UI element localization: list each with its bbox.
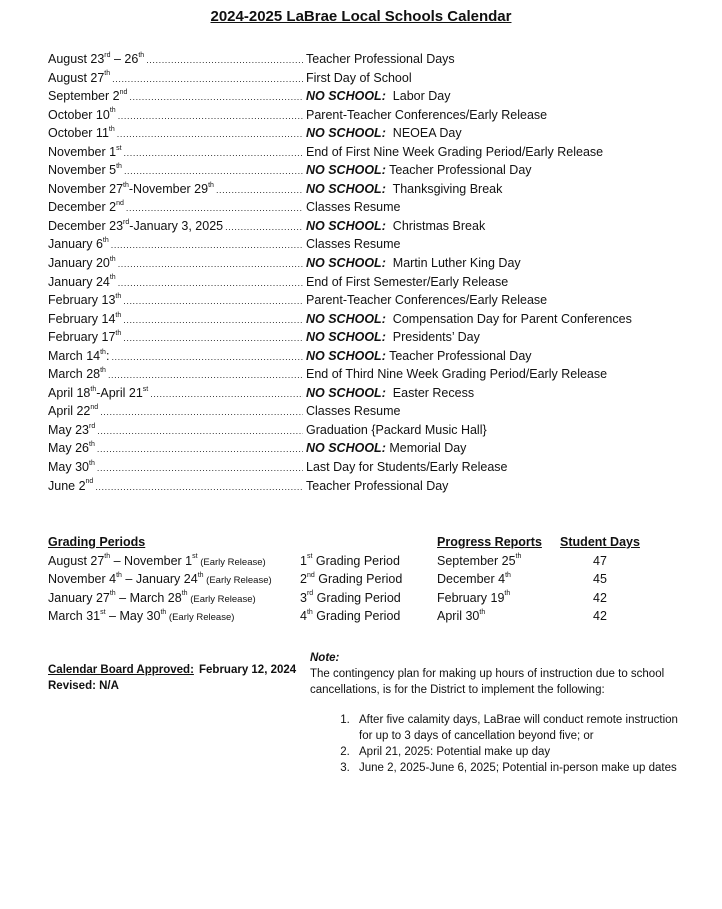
range-start: August 27 (48, 553, 105, 568)
approval-line (48, 664, 297, 676)
date-suffix-2: th (208, 181, 214, 189)
date-suffix: th (89, 459, 95, 467)
event-text: Teacher Professional Day (385, 163, 532, 178)
calendar-date (48, 161, 122, 180)
date-suffix: rd (104, 51, 111, 59)
calendar-row (48, 69, 668, 88)
calendar-date (48, 384, 148, 403)
date-suffix: th (100, 367, 106, 375)
date-suffix: nd (119, 88, 128, 96)
date-suffix: th (89, 441, 95, 449)
progress-date-text: December 4 (437, 572, 506, 586)
event-text: End of First Semester/Early Release (306, 274, 509, 289)
dot-leader (111, 348, 303, 367)
date-suffix: nd (90, 404, 99, 412)
calendar-row (48, 310, 668, 329)
no-school-label: NO SCHOOL: (306, 218, 386, 233)
period-suffix: rd (306, 590, 314, 598)
event-text: Classes Resume (306, 200, 401, 215)
no-school-label: NO SCHOOL: (306, 181, 386, 196)
event-text: Classes Resume (306, 237, 401, 252)
calendar-date (48, 402, 98, 421)
event-text: Presidents’ Day (385, 330, 480, 345)
calendar-date (48, 106, 116, 125)
calendar-event (306, 421, 487, 440)
date-text: November 27 (48, 181, 124, 196)
period-number: 1 (300, 553, 307, 568)
grading-range (48, 607, 234, 628)
progress-date-suffix: th (479, 608, 486, 616)
date-suffix: th (102, 237, 109, 245)
calendar-date (48, 198, 124, 217)
student-days-heading: Student Days (560, 535, 640, 549)
early-release-note: (Early Release) (197, 556, 266, 568)
calendar-row (48, 198, 668, 217)
dot-leader (118, 274, 303, 293)
contingency-note (310, 650, 680, 776)
grading-period-name (300, 589, 401, 608)
progress-date-text: February 19 (437, 590, 505, 605)
event-text: Christmas Break (385, 218, 486, 233)
period-suffix: st (306, 553, 313, 561)
note-list-item: 3. June 2, 2025-June 6, 2025; Potential in-person make up dates (353, 760, 680, 776)
dot-leader (123, 311, 303, 330)
calendar-row (48, 124, 668, 143)
no-school-label: NO SCHOOL: (306, 385, 386, 400)
progress-date-text: April 30 (437, 609, 480, 623)
no-school-label: NO SCHOOL: (306, 330, 386, 345)
dot-leader (150, 385, 303, 404)
student-days-count: 45 (593, 572, 607, 586)
calendar-date (48, 143, 122, 162)
progress-reports-heading: Progress Reports (437, 535, 542, 549)
date-tail: -April 21 (96, 385, 143, 400)
grading-row (48, 570, 688, 589)
range-end: – May 30 (105, 609, 161, 623)
event-text: Compensation Day for Parent Conferences (385, 311, 632, 326)
grading-period-name (300, 552, 400, 571)
date-suffix: rd (123, 218, 130, 226)
dot-leader (124, 144, 303, 163)
event-text: Labor Day (385, 89, 451, 104)
calendar-row (48, 458, 668, 477)
date-tail: – 26 (110, 52, 139, 66)
calendar-event (306, 347, 532, 366)
page-title: 2024-2025 LaBrae Local Schools Calendar (210, 8, 512, 25)
dot-leader (97, 440, 303, 459)
date-suffix-2: th (138, 51, 145, 59)
calendar-row (48, 50, 668, 69)
date-text: April 22 (48, 404, 91, 419)
dot-leader (117, 125, 303, 144)
range-end: – March 28 (115, 590, 182, 605)
grading-row (48, 607, 688, 626)
date-suffix: th (109, 107, 116, 115)
calendar-row (48, 161, 668, 180)
grading-range (48, 570, 272, 591)
dot-leader (97, 422, 303, 441)
calendar-date (48, 365, 106, 384)
calendar-row (48, 402, 668, 421)
date-suffix: th (109, 255, 116, 263)
range-end: – January 24 (121, 572, 198, 586)
range-start: November 4 (48, 572, 117, 586)
range-end: – November 1 (110, 553, 193, 568)
period-label: Grading Period (312, 609, 401, 623)
event-text: End of First Nine Week Grading Period/Early Release (306, 144, 604, 159)
calendar-event (306, 217, 485, 236)
note-text: The contingency plan for making up hours of instruction due to school cancellations, is for the District to implement the following: (310, 668, 665, 696)
no-school-label: NO SCHOOL: (306, 163, 386, 178)
range-end-suffix: th (197, 571, 204, 579)
grading-period-name (300, 607, 400, 626)
grading-row (48, 589, 688, 608)
date-suffix: nd (116, 200, 124, 208)
calendar-event (306, 106, 547, 125)
calendar-row (48, 143, 668, 162)
note-heading: Note: (310, 652, 340, 664)
event-text: Teacher Professional Days (306, 52, 455, 66)
calendar-event (306, 161, 532, 180)
date-suffix: th (115, 330, 122, 338)
approval-label: Calendar Board Approved: (48, 664, 194, 676)
date-text: August 27 (48, 70, 105, 85)
dot-leader (129, 88, 303, 107)
calendar-row (48, 384, 668, 403)
calendar-date (48, 217, 223, 236)
dot-leader (124, 162, 303, 181)
event-text: Parent-Teacher Conferences/Early Release (306, 293, 548, 308)
range-start-suffix: st (100, 608, 106, 616)
progress-date-suffix: th (505, 571, 511, 579)
grading-periods-section (48, 533, 688, 626)
event-text: End of Third Nine Week Grading Period/Early Release (306, 367, 608, 382)
dot-leader (146, 51, 303, 70)
grading-range (48, 552, 266, 573)
range-start: January 27 (48, 590, 110, 605)
calendar-event (306, 87, 450, 106)
calendar-row (48, 273, 668, 292)
dot-leader (123, 292, 303, 311)
calendar-date (48, 273, 116, 292)
calendar-date (48, 254, 116, 273)
calendar-date (48, 180, 214, 199)
date-suffix: th (100, 348, 106, 356)
grading-header-row (48, 533, 688, 552)
no-school-label: NO SCHOOL: (306, 256, 386, 271)
period-suffix: nd (306, 571, 315, 579)
progress-report-date (437, 570, 511, 589)
dot-leader (225, 218, 303, 237)
period-label: Grading Period (312, 553, 400, 568)
calendar-event (306, 477, 448, 496)
calendar-list (48, 50, 668, 495)
dot-leader (126, 199, 303, 218)
date-text: September 2 (48, 89, 120, 104)
grading-periods-heading: Grading Periods (48, 535, 146, 549)
no-school-label: NO SCHOOL: (306, 126, 386, 141)
dot-leader (118, 107, 303, 126)
range-end-suffix: th (160, 608, 167, 616)
date-text: May 26 (48, 441, 89, 456)
date-text: February 14 (48, 311, 116, 326)
period-label: Grading Period (313, 590, 401, 605)
early-release-note: (Early Release) (203, 575, 272, 586)
dot-leader (216, 181, 303, 200)
early-release-note: (Early Release) (187, 593, 256, 605)
calendar-event (306, 143, 603, 162)
date-text: April 18 (48, 385, 91, 400)
calendar-row (48, 365, 668, 384)
date-tail: : (105, 348, 110, 363)
student-days-count: 42 (593, 609, 607, 623)
calendar-date (48, 50, 144, 69)
revised-line: Revised: N/A (48, 680, 119, 692)
dot-leader (108, 366, 303, 385)
calendar-date (48, 87, 127, 106)
calendar-date (48, 347, 109, 366)
calendar-event (306, 365, 607, 384)
date-text: May 30 (48, 460, 89, 475)
date-suffix-2: st (142, 385, 149, 393)
calendar-date (48, 291, 121, 310)
date-suffix: rd (89, 422, 96, 430)
event-text: Last Day for Students/Early Release (306, 460, 508, 475)
dot-leader (112, 70, 303, 89)
calendar-event (306, 458, 508, 477)
date-suffix: th (116, 163, 122, 171)
date-text: December 2 (48, 200, 117, 215)
event-text: Teacher Professional Day (306, 478, 449, 493)
date-text: February 17 (48, 330, 116, 345)
progress-report-date (437, 552, 521, 571)
dot-leader (100, 403, 303, 422)
calendar-event (306, 402, 400, 421)
date-suffix: th (104, 70, 111, 78)
date-suffix: th (115, 311, 122, 319)
date-suffix: th (115, 292, 122, 300)
event-text: Graduation {Packard Music Hall} (306, 422, 487, 437)
range-start: March 31 (48, 609, 101, 623)
range-start-suffix: th (109, 590, 116, 598)
note-list-item: 1. After five calamity days, LaBrae will conduct remote instruction for up to 3 days of cancellation beyond five; or (353, 712, 680, 744)
note-list (310, 712, 680, 776)
event-text: Classes Resume (306, 404, 401, 419)
calendar-event (306, 328, 480, 347)
calendar-event (306, 124, 462, 143)
calendar-date (48, 69, 110, 88)
student-days-count: 42 (593, 590, 607, 605)
student-days-count: 47 (593, 553, 607, 568)
date-text: November 1 (48, 144, 117, 159)
dot-leader (118, 255, 303, 274)
date-suffix: nd (85, 478, 94, 486)
calendar-row (48, 180, 668, 199)
dot-leader (111, 236, 303, 255)
range-start-suffix: th (116, 571, 122, 579)
event-text: NEOEA Day (385, 126, 462, 141)
calendar-row (48, 421, 668, 440)
date-suffix: th (108, 126, 115, 134)
date-text: March 14 (48, 348, 101, 363)
note-list-item: 2. April 21, 2025: Potential make up day (353, 744, 680, 760)
calendar-date (48, 235, 109, 254)
period-label: Grading Period (314, 572, 403, 586)
calendar-event (306, 291, 547, 310)
calendar-date (48, 439, 95, 458)
dot-leader (95, 478, 303, 497)
calendar-event (306, 69, 412, 88)
date-suffix: th (90, 385, 97, 393)
calendar-event (306, 50, 455, 69)
event-text: Martin Luther King Day (385, 256, 521, 271)
dot-leader (97, 459, 303, 478)
date-text: November 5 (48, 163, 117, 178)
event-text: Teacher Professional Day (385, 348, 532, 363)
date-text: October 10 (48, 107, 110, 122)
calendar-event (306, 273, 508, 292)
grading-period-name (300, 570, 402, 589)
calendar-row (48, 347, 668, 366)
period-number: 3 (300, 590, 307, 605)
calendar-event (306, 254, 521, 273)
calendar-row (48, 254, 668, 273)
date-text: December 23 (48, 218, 124, 233)
event-text: Easter Recess (385, 385, 475, 400)
progress-date-text: September 25 (437, 553, 516, 568)
calendar-event (306, 180, 502, 199)
date-suffix: th (123, 181, 129, 189)
calendar-date (48, 458, 95, 477)
date-text: August 23 (48, 52, 105, 66)
calendar-date (48, 124, 115, 143)
calendar-event (306, 235, 400, 254)
range-end-suffix: st (192, 553, 198, 561)
grading-row (48, 552, 688, 571)
progress-report-date (437, 607, 485, 626)
event-text: Thanksgiving Break (385, 181, 503, 196)
event-text: First Day of School (306, 70, 412, 85)
date-text: February 13 (48, 293, 116, 308)
range-end-suffix: th (181, 590, 188, 598)
no-school-label: NO SCHOOL: (306, 441, 386, 456)
calendar-event (306, 439, 466, 458)
calendar-row (48, 106, 668, 125)
progress-date-suffix: th (504, 590, 511, 598)
calendar-row (48, 291, 668, 310)
date-suffix: th (109, 274, 116, 282)
date-text: March 28 (48, 367, 101, 382)
calendar-row (48, 217, 668, 236)
event-text: Parent-Teacher Conferences/Early Release (306, 107, 548, 122)
date-suffix: st (116, 144, 122, 152)
calendar-row (48, 439, 668, 458)
date-text: January 24 (48, 274, 110, 289)
date-text: June 2 (48, 478, 86, 493)
date-tail: -November 29 (128, 181, 209, 196)
date-text: January 6 (48, 237, 103, 252)
event-text: Memorial Day (385, 441, 467, 456)
calendar-date (48, 328, 121, 347)
calendar-event (306, 310, 632, 329)
no-school-label: NO SCHOOL: (306, 89, 386, 104)
calendar-row (48, 87, 668, 106)
date-text: May 23 (48, 422, 89, 437)
date-text: October 11 (48, 126, 109, 141)
calendar-event (306, 198, 400, 217)
calendar-event (306, 384, 474, 403)
range-start-suffix: th (104, 553, 111, 561)
dot-leader (123, 329, 303, 348)
early-release-note: (Early Release) (166, 612, 235, 623)
date-text: January 20 (48, 256, 110, 271)
date-tail: -January 3, 2025 (129, 218, 224, 233)
progress-date-suffix: th (515, 553, 522, 561)
period-number: 4 (300, 609, 307, 623)
calendar-date (48, 421, 95, 440)
grading-range (48, 589, 256, 610)
calendar-row (48, 328, 668, 347)
period-suffix: th (306, 608, 313, 616)
no-school-label: NO SCHOOL: (306, 348, 386, 363)
progress-report-date (437, 589, 510, 608)
period-number: 2 (300, 572, 307, 586)
no-school-label: NO SCHOOL: (306, 311, 386, 326)
calendar-row (48, 477, 668, 496)
calendar-date (48, 310, 121, 329)
calendar-row (48, 235, 668, 254)
approval-date: February 12, 2024 (199, 664, 297, 676)
calendar-date (48, 477, 93, 496)
